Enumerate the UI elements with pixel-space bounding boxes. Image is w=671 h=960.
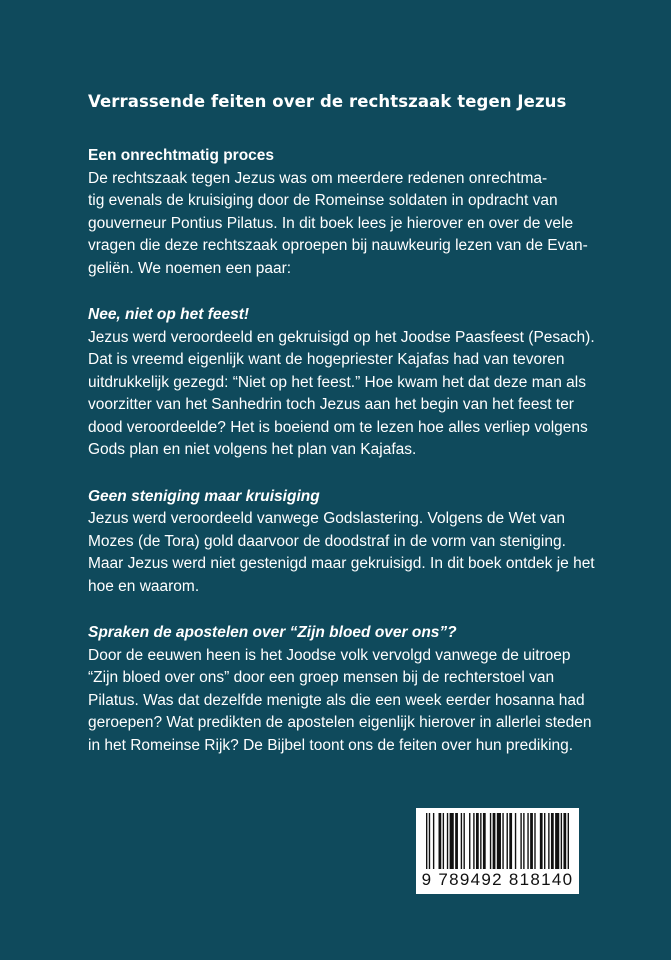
paragraph-line: “Zijn bloed over ons” door een groep mensen bij de rechterstoel van — [88, 669, 555, 686]
back-cover-title: Verrassende feiten over de rechtszaak tegen Jezus — [88, 92, 567, 111]
barcode-bar — [502, 813, 503, 869]
barcode-bar — [551, 813, 554, 869]
section-not-on-feast — [88, 304, 608, 462]
section-heading: Een onrechtmatig proces — [88, 147, 275, 164]
barcode-bar — [461, 813, 462, 869]
barcode-bar — [497, 813, 501, 869]
section-unlawful-trial — [88, 145, 608, 280]
paragraph-line: in het Romeinse Rijk? De Bijbel toont ons de feiten over hun prediking. — [88, 736, 574, 754]
barcode-bar — [507, 813, 508, 869]
barcode-bar — [483, 813, 486, 869]
paragraph-line: uitdrukkelijk gezegd: “Niet op het feest.” Hoe kwam het dat deze man als — [88, 373, 586, 391]
barcode-bar — [455, 813, 458, 869]
section-his-blood — [88, 622, 608, 757]
paragraph-line: Mozes (de Tora) gold daarvoor de doodstraf in de vorm van steniging. — [88, 532, 566, 550]
barcode-bar — [450, 813, 454, 869]
barcode-bar — [534, 813, 535, 869]
paragraph-line: Jezus werd veroordeeld vanwege Godslastering. Volgens de Wet van — [88, 510, 566, 527]
barcode-bar — [490, 813, 491, 869]
paragraph-line: vragen die deze rechtszaak oproepen bij nauwkeurig lezen van de Evan- — [88, 237, 588, 254]
paragraph-line: tig evenals de kruisiging door de Romeinse soldaten in opdracht van — [88, 192, 558, 209]
barcode-bar — [476, 813, 479, 869]
barcode-bar — [527, 813, 528, 869]
paragraph-line: Dat is vreemd eigenlijk want de hogepriester Kajafas had van tevoren — [88, 351, 565, 368]
paragraph-line: dood veroordeelde? Het is boeiend om te lezen hoe alles verliep volgens — [88, 418, 588, 436]
section-no-stoning — [88, 486, 608, 599]
barcode-bar — [473, 813, 474, 869]
barcode-bar — [493, 813, 496, 869]
barcode-bar — [520, 813, 521, 869]
paragraph-line: De rechtszaak tegen Jezus was om meerdere redenen onrechtma- — [88, 169, 548, 187]
barcode-bar — [463, 813, 464, 869]
barcode-bar — [544, 813, 545, 869]
barcode-bar — [443, 813, 444, 869]
isbn-number: 9 789492 818140 — [421, 870, 574, 889]
isbn-barcode — [416, 808, 579, 894]
barcode-bar — [439, 813, 442, 869]
barcode-bar — [568, 813, 569, 869]
barcode-bar — [563, 813, 566, 869]
barcode-bar — [540, 813, 543, 869]
paragraph-line: Pilatus. Was dat dezelfde menigte als die een week eerder hosanna had — [88, 691, 585, 709]
paragraph-line: hoe en waarom. — [88, 577, 200, 595]
paragraph-line: voorzitter van het Sanhedrin toch Jezus aan het begin van het feest ter — [88, 396, 574, 413]
section-heading: Geen steniging maar kruisiging — [88, 487, 320, 505]
barcode-bar — [523, 813, 524, 869]
paragraph-line: Maar Jezus werd niet gestenigd maar gekruisigd. In dit boek ontdek je het — [88, 555, 595, 572]
barcode-bar — [480, 813, 481, 869]
barcode-bar — [561, 813, 562, 869]
paragraph-line: geliën. We noemen een paar: — [88, 259, 292, 277]
section-heading: Nee, niet op het feest! — [88, 306, 250, 323]
back-cover-text — [88, 145, 608, 781]
barcode-bar — [548, 813, 549, 869]
paragraph-line: Gods plan en niet volgens het plan van Kajafas. — [88, 441, 417, 458]
section-heading: Spraken de apostelen over “Zijn bloed over ons”? — [88, 624, 457, 641]
barcode-bar — [555, 813, 559, 869]
barcode-bar — [429, 813, 430, 869]
barcode-bar — [447, 813, 448, 869]
barcode-bar — [509, 813, 512, 869]
paragraph-line: geroepen? Wat predikten de apostelen eigenlijk hierover in allerlei steden — [88, 714, 592, 731]
barcode-bars — [426, 813, 569, 869]
paragraph-line: Door de eeuwen heen is het Joodse volk vervolgd vanwege de uitroep — [88, 646, 571, 664]
barcode-bar — [530, 813, 533, 869]
barcode-bar — [433, 813, 434, 869]
barcode-bar — [515, 813, 516, 869]
paragraph-line: Jezus werd veroordeeld en gekruisigd op het Joodse Paasfeest (Pesach). — [88, 328, 595, 346]
barcode-bar — [469, 813, 470, 869]
paragraph-line: gouverneur Pontius Pilatus. In dit boek lees je hierover en over de vele — [88, 214, 574, 232]
barcode-bar — [426, 813, 427, 869]
